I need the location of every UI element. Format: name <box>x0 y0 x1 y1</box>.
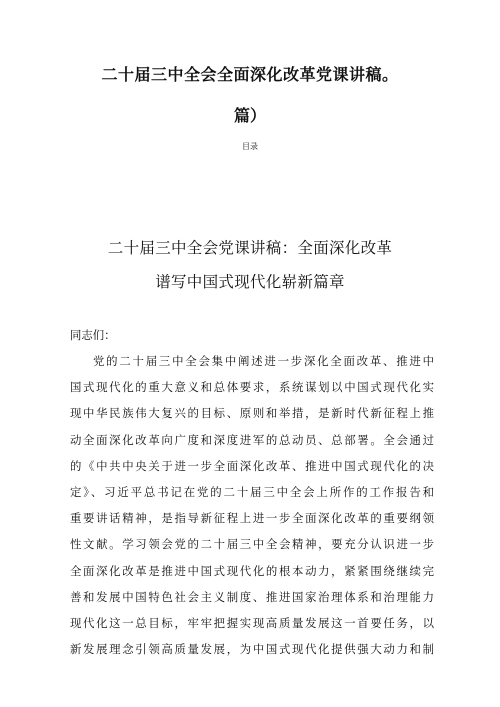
paragraph-line: 现中华民族伟大复兴的目标、原则和举措，是新时代新征程上推 <box>70 406 434 421</box>
paragraph-line: 善和发展中国特色社会主义制度、推进国家治理体系和治理能力 <box>70 589 434 604</box>
article-title-line-2: 谱写中国式现代化崭新篇章 <box>155 273 345 291</box>
paragraph-line: 性文献。学习领会党的二十届三中全会精神，要充分认识进一步 <box>70 537 434 552</box>
paragraph-line: 全面深化改革是推进中国式现代化的根本动力，紧紧围绕继续完 <box>70 563 434 578</box>
paragraph-line: 现代化这一总目标，牢牢把握实现高质量发展这一首要任务，以 <box>70 615 434 630</box>
salutation: 同志们： <box>70 328 116 342</box>
paragraph-line: 新发展理念引领高质量发展，为中国式现代化提供强大动力和制 <box>70 642 434 657</box>
document-title-continued: 篇） <box>233 106 266 125</box>
toc-label: 目录 <box>242 142 258 151</box>
paragraph-line: 动全面深化改革向广度和深度进军的总动员、总部署。全会通过 <box>70 432 434 447</box>
paragraph-line: 重要讲话精神，是指导新征程上进一步全面深化改革的重要纲领 <box>70 511 434 526</box>
paragraph-line: 党的二十届三中全会集中阐述进一步深化全面改革、推进中 <box>93 354 434 368</box>
paragraph-line: 国式现代化的重大意义和总体要求，系统谋划以中国式现代化实 <box>70 380 434 395</box>
article-body <box>70 322 434 662</box>
article-title-line-1: 二十届三中全会党课讲稿：全面深化改革 <box>107 239 393 257</box>
paragraph-line: 定》、习近平总书记在党的二十届三中全会上所作的工作报告和 <box>70 484 434 499</box>
document-title: 二十届三中全会全面深化改革党课讲稿。 <box>101 65 399 84</box>
paragraph-line: 的《中共中央关于进一步全面深化改革、推进中国式现代化的决 <box>70 458 434 473</box>
